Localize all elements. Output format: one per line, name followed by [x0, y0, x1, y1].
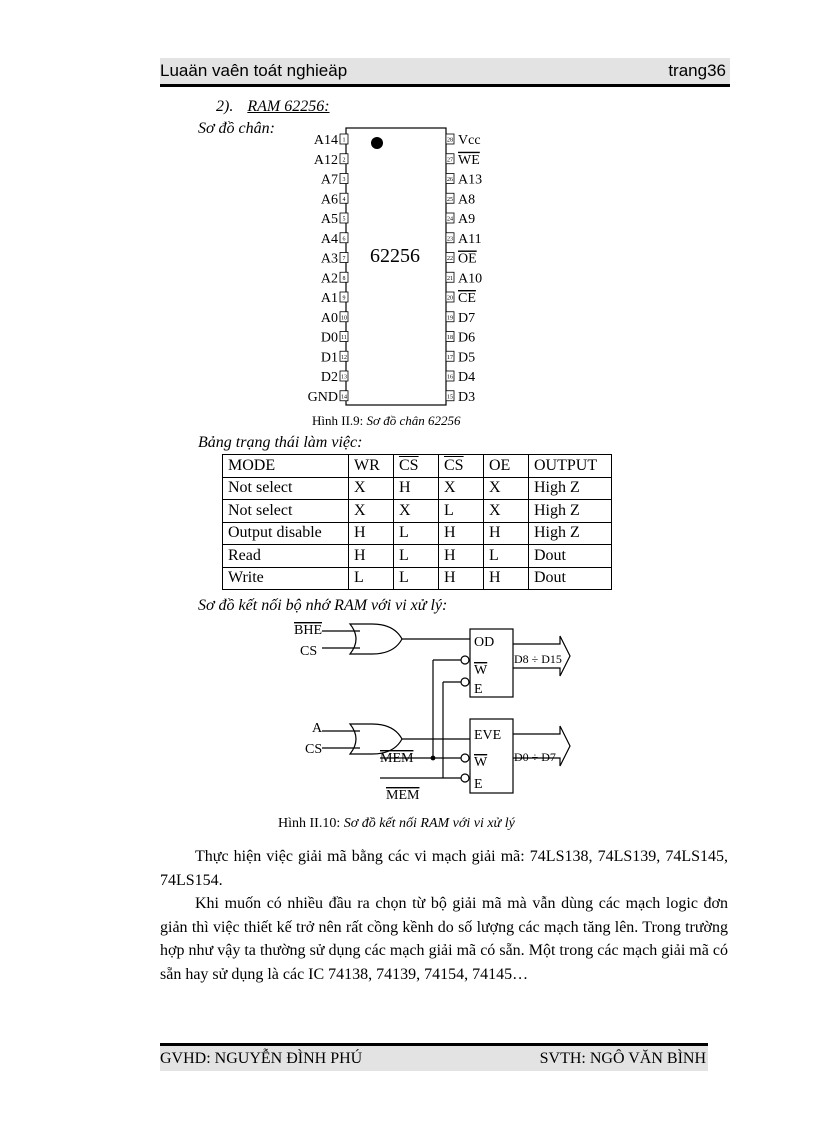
table-cell: H	[394, 477, 439, 500]
table-cell: H	[439, 567, 484, 590]
table-cell: X	[439, 477, 484, 500]
table-header-cell: OE	[484, 455, 529, 478]
table-header-cell: $\overline{CS}$	[439, 455, 484, 478]
table-row	[223, 545, 612, 568]
table-cell: L	[349, 567, 394, 590]
pin-number-right: 27	[447, 157, 453, 164]
pin-number-right: 23	[447, 236, 453, 243]
pin-number-left: 10	[341, 315, 347, 322]
pin-label-right: D3	[458, 389, 476, 405]
pin-number-left: 12	[341, 354, 347, 361]
footer-student: SVTH: NGÔ VĂN BÌNH	[539, 1050, 706, 1067]
table-cell: H	[484, 522, 529, 545]
left-pins	[308, 133, 348, 405]
header-page-number: trang36	[668, 61, 726, 80]
state-table	[222, 454, 612, 590]
table-cell: Dout	[529, 545, 612, 568]
table-cell: X	[394, 500, 439, 523]
connection-diagram	[290, 618, 580, 808]
section-title: RAM 62256:	[247, 98, 330, 115]
or-gate-top	[350, 624, 402, 654]
pin-label-left: A1	[320, 291, 338, 306]
pin-label-right: Vcc	[458, 133, 481, 148]
table-header-cell: $\overline{CS}$	[394, 455, 439, 478]
pin-number-right: 26	[447, 177, 453, 183]
pin-label-right: A11	[458, 231, 482, 247]
pin-number-right: 25	[447, 196, 453, 203]
figure-caption-prefix: Hình II.9:	[312, 413, 367, 428]
figure-caption-text: Sơ đồ chân 62256	[366, 413, 461, 428]
pin-label-left: A12	[313, 152, 338, 168]
pin1-marker	[371, 137, 383, 149]
table-cell: L	[484, 545, 529, 568]
pin-number-right: 28	[447, 137, 453, 144]
pin-number-left: 4	[342, 196, 346, 203]
table-row	[223, 500, 612, 523]
pin-number-right: 17	[447, 354, 453, 361]
table-header-cell: MODE	[223, 455, 349, 478]
pin-label-left: D0	[320, 330, 338, 346]
pin-label-right: D6	[458, 330, 476, 346]
pin-label-right: A8	[458, 192, 476, 208]
figure-caption-text: Sơ đồ kết nối RAM với vi xử lý	[343, 816, 515, 831]
pin-number-right: 19	[447, 315, 453, 322]
pin-label-right: D5	[458, 350, 476, 366]
chip-even-line-1: W	[474, 755, 488, 770]
label-bhe: BHE	[294, 623, 322, 638]
figure-caption-9	[312, 413, 461, 429]
pin-number-left: 5	[342, 216, 346, 223]
table-cell: Dout	[529, 567, 612, 590]
pin-number-right: 20	[447, 295, 453, 302]
page-header	[160, 58, 730, 87]
table-cell: Not select	[223, 500, 349, 523]
table-cell: L	[394, 522, 439, 545]
pin-label-left: A7	[320, 172, 338, 188]
table-cell: High Z	[529, 477, 612, 500]
chip-name: 62256	[370, 245, 420, 267]
pin-label-right: A9	[458, 212, 476, 227]
table-cell: H	[439, 545, 484, 568]
pin-label-left: A14	[313, 133, 338, 148]
chip-odd-line-2: E	[474, 682, 483, 697]
pin-label-left: D2	[320, 370, 338, 385]
table-cell: Write	[223, 567, 349, 590]
section-number: 2).	[216, 98, 234, 115]
table-cell: High Z	[529, 500, 612, 523]
pin-number-left: 14	[341, 394, 347, 401]
pin-label-right: OE	[458, 251, 477, 267]
pin-number-left: 8	[342, 275, 346, 282]
paragraph-1: Thực hiện việc giải mã bằng các vi mạch giải mã: 74LS138, 74LS139, 74LS145, 74LS154.	[160, 848, 728, 889]
pin-number-right: 21	[447, 275, 453, 282]
pin-number-left: 6	[342, 236, 346, 243]
table-row	[223, 567, 612, 590]
paragraph-2: Khi muốn có nhiều đầu ra chọn từ bộ giải mã mà vẫn dùng các mạch logic đơn giản thì việc thiết kế trở nên rất cồng kềnh do số lượng các mạch tăng lên. Trong trường hợp như vậy ta thường sử dụng các mạch giải mã có sẵn. Một trong các mạch giải mã có sẵn hay sử dụng là các IC 74138, 74139, 74154, 74145…	[160, 895, 728, 983]
table-cell: X	[349, 500, 394, 523]
table-cell: X	[484, 500, 529, 523]
table-header-row	[223, 455, 612, 478]
table-header-cell: WR	[349, 455, 394, 478]
label-a: A	[312, 721, 323, 736]
pin-label-right: D7	[458, 310, 476, 326]
figure-caption-10	[278, 816, 515, 832]
pin-label-right: D4	[458, 370, 476, 385]
footer-advisor: GVHD: NGUYỄN ĐÌNH PHÚ	[160, 1050, 363, 1067]
pin-label-left: D1	[320, 350, 338, 366]
connection-label: Sơ đồ kết nối bộ nhớ RAM với vi xử lý:	[198, 597, 448, 614]
chip-even-line-0: EVE	[474, 728, 502, 743]
page-footer	[160, 1043, 708, 1071]
label-mem-2: MEM	[386, 788, 420, 803]
pin-number-right: 16	[447, 374, 453, 381]
pin-label-left: A3	[320, 251, 338, 267]
table-cell: L	[439, 500, 484, 523]
pin-diagram	[290, 125, 510, 410]
table-cell: H	[349, 522, 394, 545]
pin-label-right: CE	[458, 291, 476, 306]
table-cell: L	[394, 567, 439, 590]
pin-number-left: 2	[342, 157, 346, 164]
pin-number-right: 24	[447, 216, 453, 223]
table-cell: X	[349, 477, 394, 500]
pin-number-right: 15	[447, 394, 453, 401]
bus-label-bottom: D0 ÷ D7	[514, 750, 556, 764]
section-heading	[216, 98, 330, 116]
pin-label-left: A0	[320, 310, 338, 326]
table-cell: High Z	[529, 522, 612, 545]
pin-number-right: 18	[447, 335, 453, 341]
table-cell: X	[484, 477, 529, 500]
pin-label-right: WE	[458, 152, 480, 168]
pin-number-left: 9	[342, 295, 346, 302]
table-row	[223, 522, 612, 545]
label-cs-bottom: CS	[305, 742, 323, 757]
chip-even-line-2: E	[474, 777, 483, 792]
bus-label-top: D8 ÷ D15	[514, 652, 562, 666]
table-cell: Read	[223, 545, 349, 568]
table-cell: H	[484, 567, 529, 590]
pin-number-right: 22	[447, 256, 453, 262]
pin-number-left: 11	[341, 335, 347, 341]
table-row	[223, 477, 612, 500]
header-title: Luaän vaên toát nghieäp	[160, 61, 348, 80]
pin-number-left: 7	[342, 256, 346, 262]
pin-label-left: GND	[307, 389, 338, 405]
pin-label-left: A2	[320, 271, 338, 287]
pin-label-right: A10	[458, 271, 483, 287]
pin-diagram-label: Sơ đồ chân:	[198, 120, 275, 137]
figure-caption-prefix: Hình II.10:	[278, 816, 344, 831]
table-cell: H	[439, 522, 484, 545]
table-cell: Output disable	[223, 522, 349, 545]
table-cell: H	[349, 545, 394, 568]
pin-label-left: A6	[320, 192, 338, 208]
table-cell: Not select	[223, 477, 349, 500]
pin-number-left: 1	[342, 137, 346, 144]
pin-number-left: 3	[342, 177, 346, 183]
chip-odd-line-0: OD	[474, 635, 495, 650]
table-cell: L	[394, 545, 439, 568]
pin-number-left: 13	[341, 374, 347, 381]
chip-odd-line-1: W	[474, 663, 488, 678]
or-gate-bottom	[350, 724, 402, 754]
pin-label-left: A5	[320, 212, 338, 227]
label-mem-1: MEM	[380, 751, 414, 766]
right-pins	[446, 133, 482, 405]
label-cs-top: CS	[300, 644, 318, 659]
table-header-cell: OUTPUT	[529, 455, 612, 478]
state-table-label: Bảng trạng thái làm việc:	[198, 434, 363, 451]
pin-label-left: A4	[320, 231, 338, 247]
pin-label-right: A13	[458, 172, 483, 188]
